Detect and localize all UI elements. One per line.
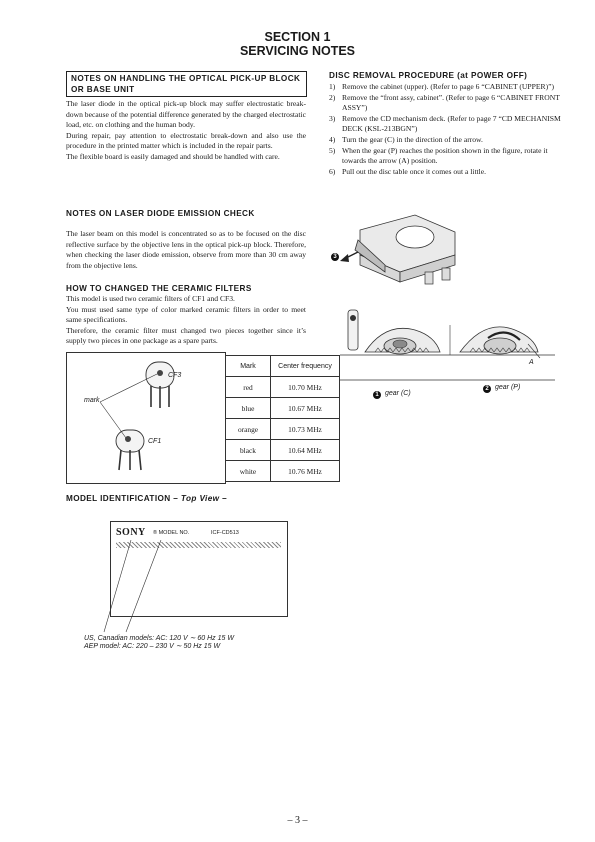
disc-removal-heading: DISC REMOVAL PROCEDURE (at POWER OFF) [329,71,528,80]
ceramic-filters-heading: HOW TO CHANGED THE CERAMIC FILTERS [66,284,252,293]
sony-logo: SONY [116,527,146,538]
disc-clamp [396,226,434,248]
aep-model-note: AEP model: AC: 220 – 230 V ∼ 50 Hz 15 W [84,643,221,650]
ceramic-paragraph-1: This model is used two ceramic filters of CF1 and CF3. [66,294,235,303]
optical-paragraph-3: The flexible board is easily damaged and should be handled with care. [66,151,280,161]
us-canadian-model-note: US, Canadian models: AC: 120 V ∼ 60 Hz 15 W [84,635,234,642]
list-item: 6) Pull out the disc table once it comes out a little. [329,166,487,176]
model-no-value: ICF-CD513 [211,530,239,536]
table-row [226,440,340,461]
cf3-label: CF3 [168,372,182,379]
ceramic-paragraph-2: You must used same type of color marked ceramic filters in order to meet same specifications. [66,304,306,325]
laser-check-paragraph: The laser beam on this model is concentrated so as to be focused on the disc reflective surface by the objective lens in the optical pick-up block. Therefore, when checking the laser diode emission, observe from more than 30 cm away from the objective lens. [66,229,306,270]
list-item: 2) Remove the “front assy, cabinet”. (Refer to page 6 “CABINET FRONT ASSY”) [329,92,560,113]
table-row [226,419,340,440]
table-row [226,461,340,482]
arrow-a-label: A [529,359,534,366]
cd-mechanism-illustration [330,210,470,295]
cell-mark: orange [226,419,271,440]
disc-removal-steps [329,82,567,177]
cf1-label: CF1 [148,438,162,445]
cell-frequency: 10.64 MHz [271,440,340,461]
leader-aep [126,540,161,632]
pull-arrow-head [340,254,349,262]
gear-c-label: gear (C) [385,390,411,397]
optical-paragraph-2: During repair, pay attention to electrostatic break-down and also use the procedure in the printed matter which is included in the repair parts. [66,130,306,151]
mark-leader-cf3 [100,374,157,402]
mark-label: mark [84,397,100,404]
model-identification-title: MODEL IDENTIFICATION [66,494,171,503]
cell-frequency: 10.70 MHz [271,377,340,398]
optical-pickup-notes [66,99,306,163]
gear-c [365,328,440,354]
cell-frequency: 10.73 MHz [271,419,340,440]
step-marker-2: 2 [483,385,491,393]
optical-pickup-heading: NOTES ON HANDLING THE OPTICAL PICK-UP BLOCK OR BASE UNIT [66,71,307,97]
leader-us [104,540,131,632]
section-title: SERVICING NOTES [239,44,356,58]
gear-detail-illustration [340,300,560,385]
cell-mark: black [226,440,271,461]
gear-p [460,327,538,354]
header-mark: Mark [226,356,271,377]
list-item: 3) Remove the CD mechanism deck. (Refer to page 7 “CD MECHANISM DECK (KSL-213BGN”) [329,113,561,134]
step-marker-1: 1 [373,391,381,399]
model-identification-heading [66,494,227,503]
cell-mark: blue [226,398,271,419]
cell-mark: white [226,461,271,482]
list-item: 5) When the gear (P) reaches the position shown in the figure, rotate it towards the arrow (A) position. [329,145,548,166]
gear-p-label: gear (P) [495,384,521,391]
model-label-leaders [66,540,186,640]
table-header-row [226,356,340,377]
step-marker-3: 3 [331,253,339,261]
list-item: 4) Turn the gear (C) in the direction of the arrow. [329,134,483,144]
ceramic-filter-table [225,355,340,482]
ceramic-filters-notes [66,294,306,347]
cf1-filter-component [116,430,144,470]
header-center-frequency: Center frequency [271,356,340,377]
page-number: – 3 – [287,815,308,826]
list-item: 1) Remove the cabinet (upper). (Refer to page 6 “CABINET (UPPER)”) [329,82,554,91]
section-number: SECTION 1 [264,30,331,44]
table-row [226,398,340,419]
cell-frequency: 10.76 MHz [271,461,340,482]
ceramic-filter-illustration [66,352,226,484]
model-identification-subtitle: – Top View – [173,494,228,503]
cf3-filter-component [146,362,174,408]
ceramic-paragraph-3: Therefore, the ceramic filter must changed two pieces together since it’s supply two pieces in one package as a spare parts. [66,325,306,346]
table-row [226,377,340,398]
model-no-label: ® MODEL NO. [153,530,190,536]
cell-mark: red [226,377,271,398]
optical-paragraph-1: The laser diode in the optical pick-up block may suffer electrostatic break-down because of the potential difference generated by the charged electrostatic load, etc. on clothing and the human body. [66,99,306,130]
laser-check-heading: NOTES ON LASER DIODE EMISSION CHECK [66,209,255,218]
mark-leader-cf1 [100,402,126,438]
cell-frequency: 10.67 MHz [271,398,340,419]
